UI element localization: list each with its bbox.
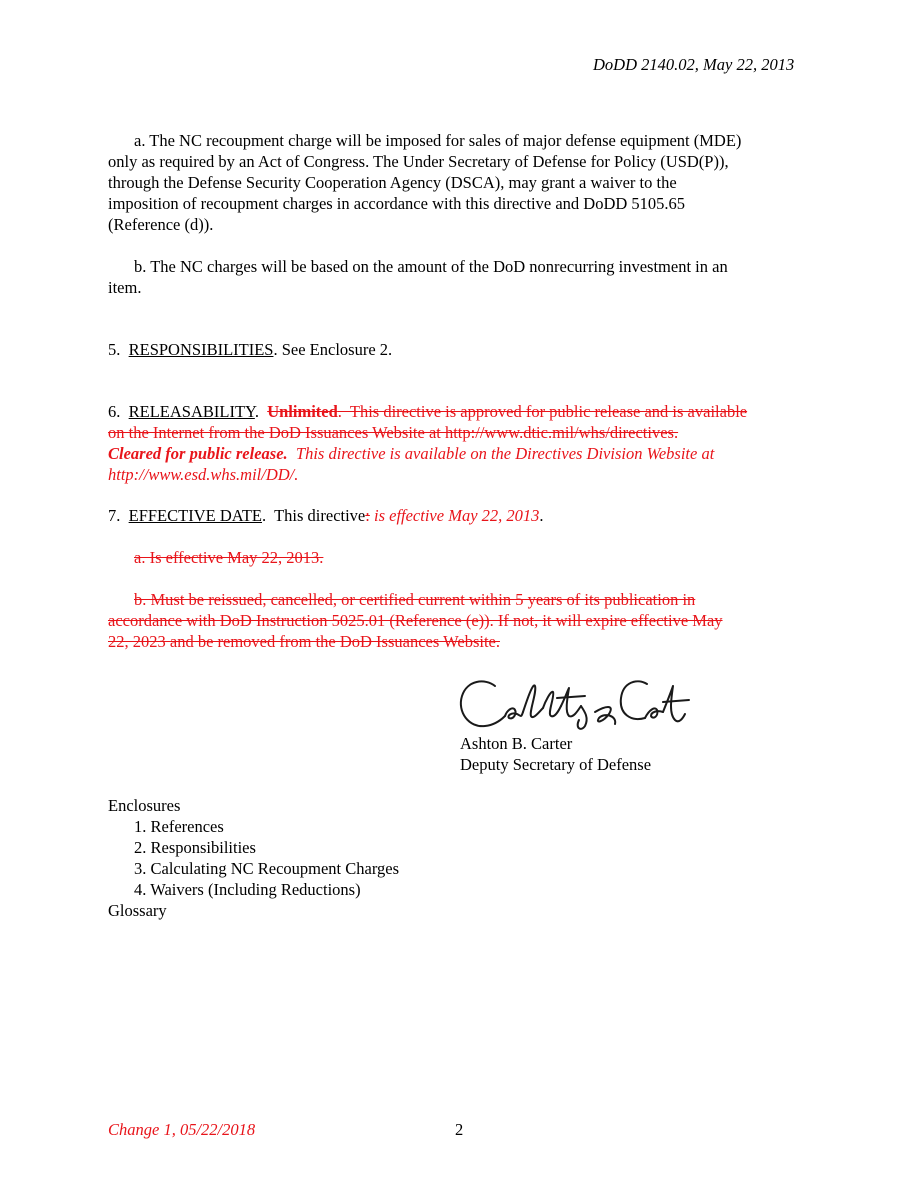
deleted-item-b-line: 22, 2023 and be removed from the DoD Issuances Website.: [108, 632, 500, 651]
para-a-line: (Reference (d)).: [108, 215, 214, 234]
signer-name: Ashton B. Carter: [460, 734, 573, 753]
enclosure-item: 3. Calculating NC Recoupment Charges: [134, 859, 400, 878]
enclosures-heading: Enclosures: [108, 796, 181, 815]
section-5: [108, 339, 392, 360]
enclosure-item: 4. Waivers (Including Reductions): [134, 880, 361, 899]
section-6-line-1: [108, 401, 747, 422]
added-effective: is effective May 22, 2013: [369, 506, 540, 525]
deleted-item-b: [108, 589, 695, 610]
deleted-item-b-text: b. Must be reissued, cancelled, or certified current within 5 years of its publication in: [134, 590, 696, 609]
deleted-colon: :: [365, 506, 370, 525]
section-7-number: 7.: [108, 506, 121, 525]
section-5-text: . See Enclosure 2.: [273, 340, 393, 359]
section-7-line: [108, 505, 544, 526]
section-5-number: 5.: [108, 340, 121, 359]
signer-title: Deputy Secretary of Defense: [460, 755, 652, 774]
section-7-text: . This directive: [262, 506, 366, 525]
section-7-heading: EFFECTIVE DATE: [128, 506, 262, 525]
para-b-line: item.: [108, 278, 142, 297]
signature-block: [455, 672, 695, 741]
para-b-line: b. The NC charges will be based on the amount of the DoD nonrecurring investment in an: [134, 257, 728, 276]
section-6-number: 6.: [108, 402, 121, 421]
section-6-sep: .: [254, 402, 268, 421]
added-release-url: http://www.esd.whs.mil/DD/.: [108, 465, 299, 484]
glossary-label: Glossary: [108, 901, 167, 920]
header-doc-id: DoDD 2140.02, May 22, 2013: [593, 55, 795, 74]
para-a-line: imposition of recoupment charges in accordance with this directive and DoDD 5105.65: [108, 194, 686, 213]
section-5-heading: RESPONSIBILITIES: [128, 340, 274, 359]
deleted-item-a-text: a. Is effective May 22, 2013.: [134, 548, 324, 567]
enclosure-item: 1. References: [134, 817, 224, 836]
section-7-period: .: [539, 506, 544, 525]
footer-change: Change 1, 05/22/2018: [108, 1120, 256, 1139]
para-a-line: only as required by an Act of Congress. The Under Secretary of Defense for Policy (USD(P)),: [108, 152, 729, 171]
section-6-heading: RELEASABILITY: [128, 402, 255, 421]
deleted-release-text-2: on the Internet from the DoD Issuances Website at http://www.dtic.mil/whs/directives.: [108, 423, 679, 442]
deleted-unlimited: Unlimited: [267, 402, 338, 421]
deleted-item-a: [108, 547, 323, 568]
document-header: [593, 54, 794, 75]
para-a-line: a. The NC recoupment charge will be imposed for sales of major defense equipment (MDE): [134, 131, 742, 150]
page-number: 2: [455, 1120, 464, 1139]
added-directive-text: This directive is available on the Directives Division Website at: [287, 444, 715, 463]
enclosure-item: 2. Responsibilities: [134, 838, 256, 857]
added-cleared: Cleared for public release.: [108, 444, 288, 463]
para-a-line: through the Defense Security Cooperation Agency (DSCA), may grant a waiver to the: [108, 173, 677, 192]
added-release-text: [108, 443, 714, 464]
deleted-item-b-line: accordance with DoD Instruction 5025.01 (Reference (e)). If not, it will expire effective May: [108, 611, 723, 630]
deleted-release-text: . This directive is approved for public release and is available: [337, 402, 748, 421]
handwritten-signature-icon: [455, 672, 695, 736]
